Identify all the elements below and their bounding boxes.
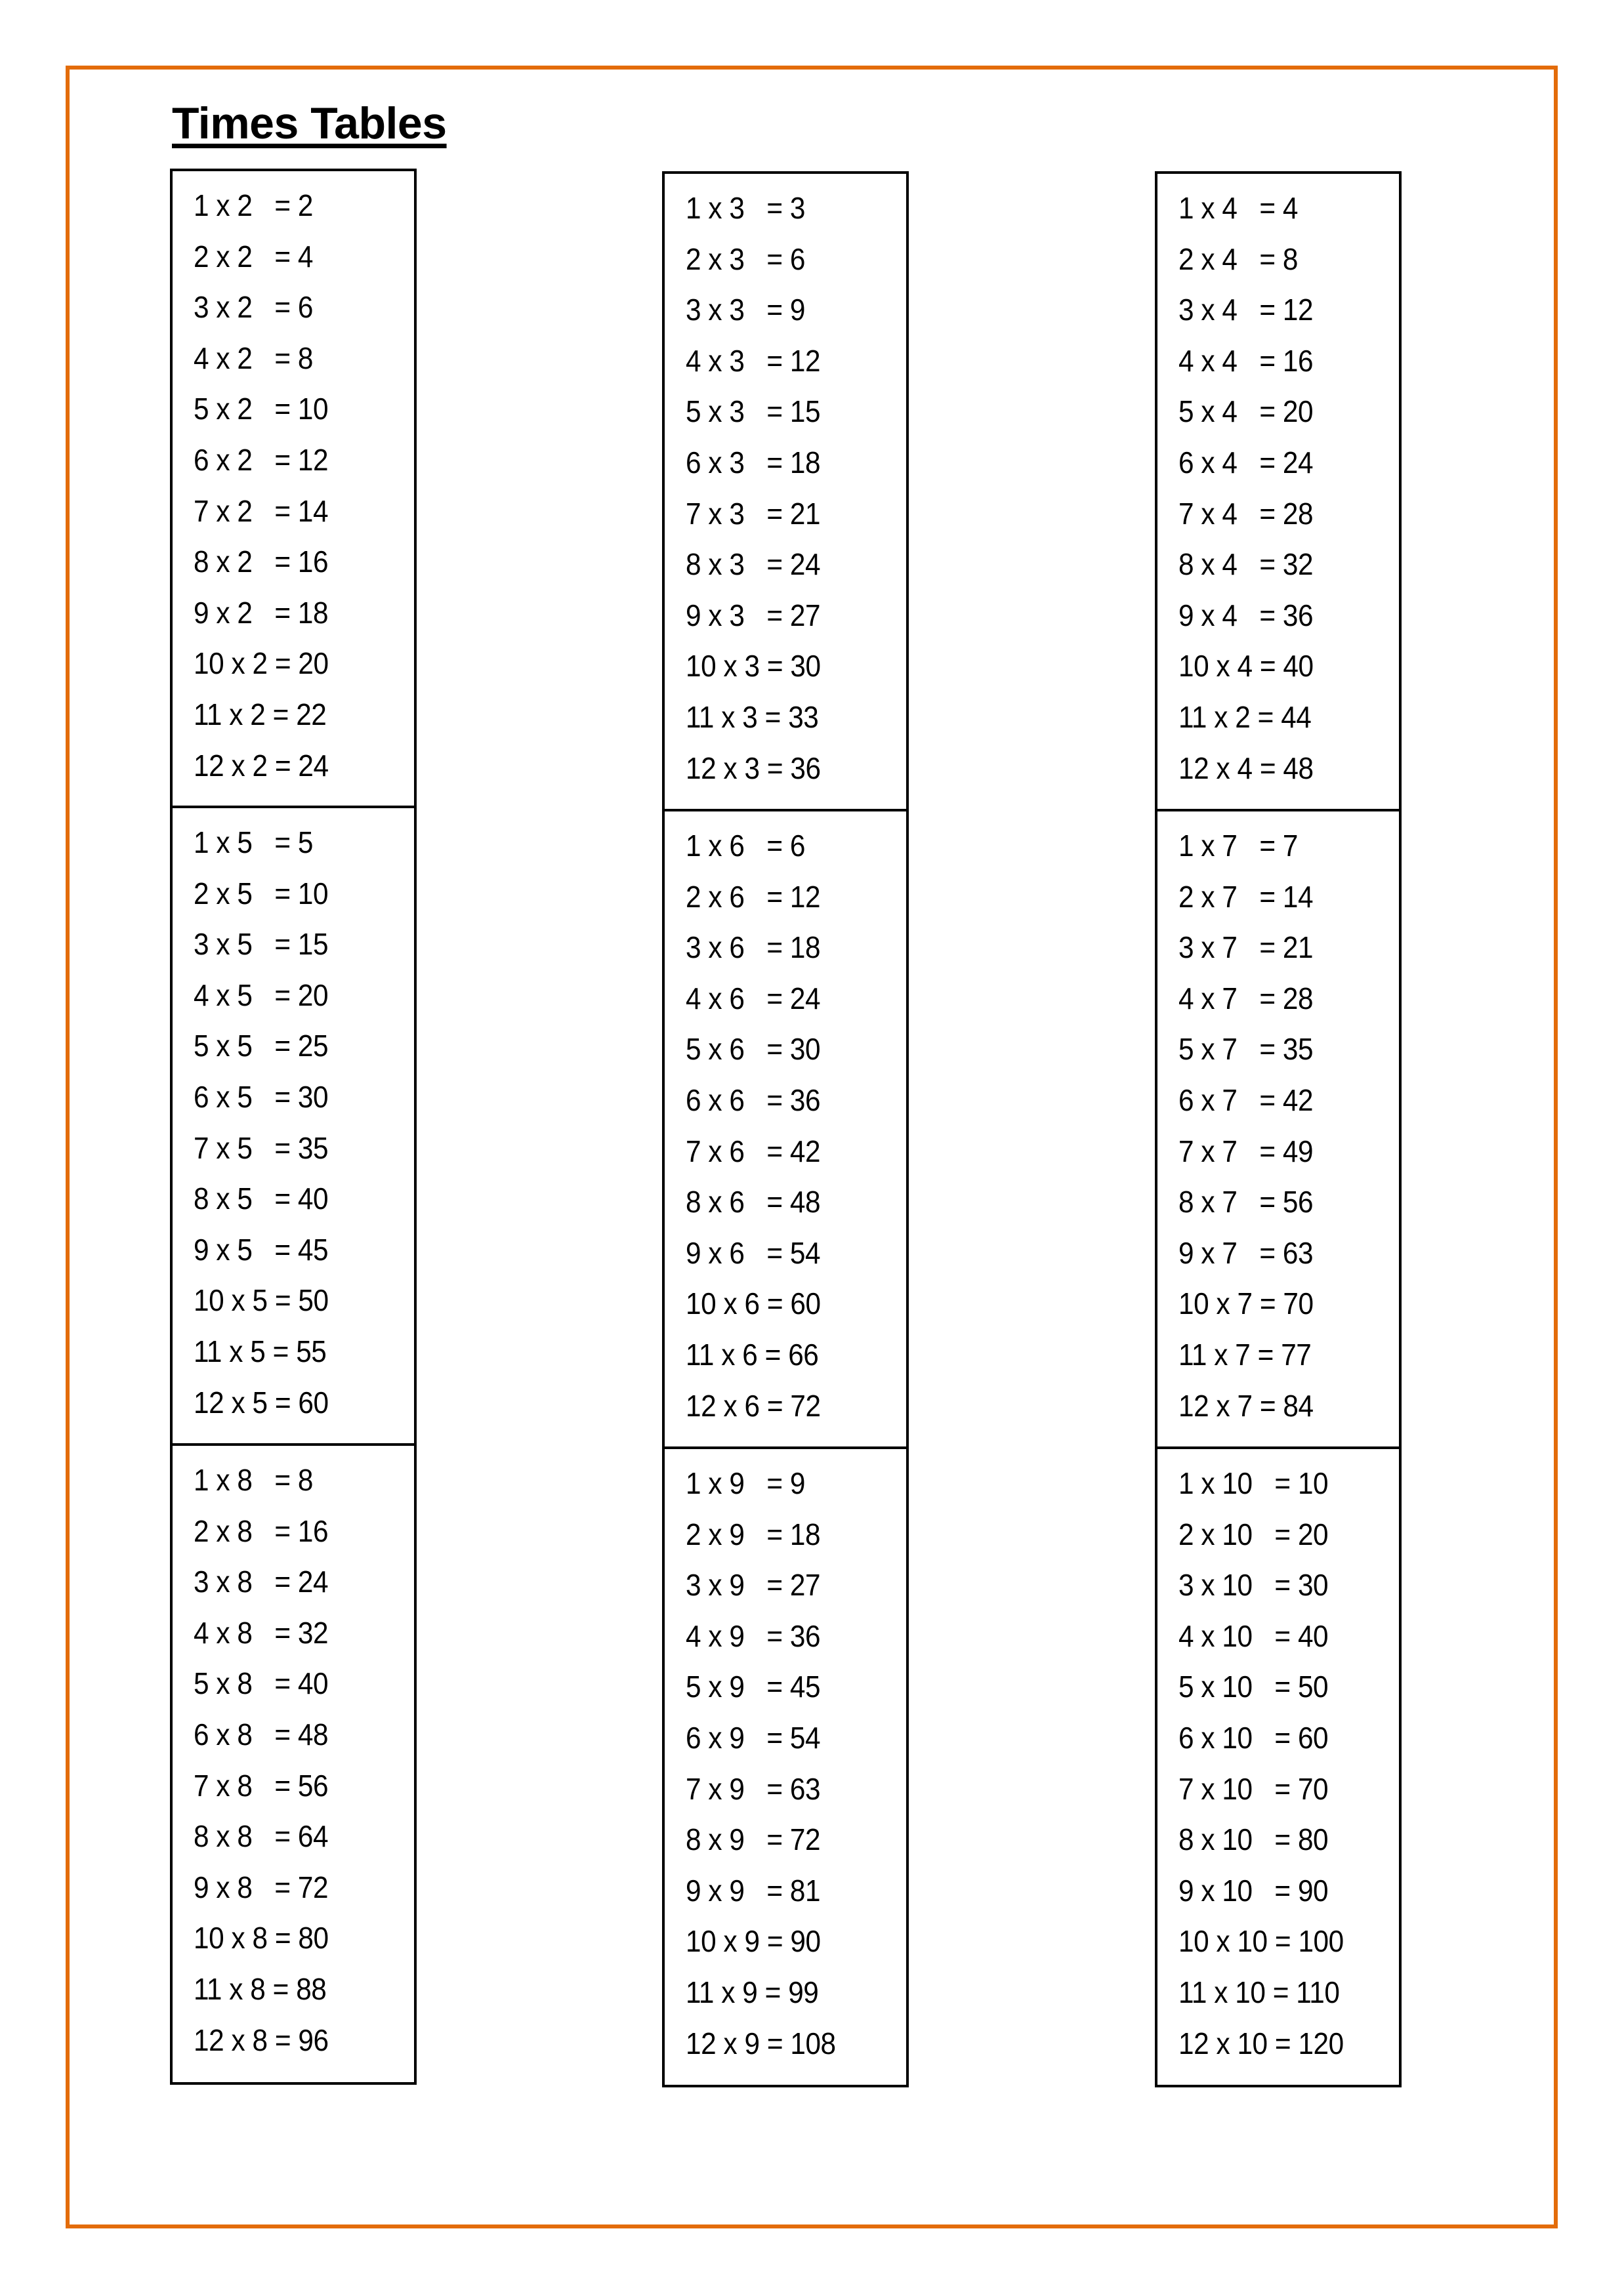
table-row: 4 x 8 = 32 [194, 1615, 329, 1650]
table-row: 6 x 2 = 12 [194, 442, 329, 477]
table-row: 10 x 2 = 20 [194, 646, 329, 681]
table-row: 8 x 5 = 40 [194, 1181, 329, 1216]
table-row: 11 x 5 = 55 [194, 1334, 327, 1368]
table-row: 11 x 2 = 22 [194, 697, 327, 731]
table-row: 1 x 9 = 9 [686, 1466, 805, 1500]
table-rows [1178, 821, 1325, 1431]
table-row: 6 x 10 = 60 [1178, 1720, 1329, 1755]
table-row: 7 x 5 = 35 [194, 1130, 329, 1165]
table-row: 12 x 5 = 60 [194, 1385, 329, 1420]
table-row: 4 x 7 = 28 [1178, 981, 1314, 1015]
table-row: 4 x 2 = 8 [194, 340, 313, 375]
table-row: 6 x 8 = 48 [194, 1717, 329, 1752]
table-row: 8 x 9 = 72 [686, 1822, 821, 1857]
table-row: 11 x 7 = 77 [1178, 1337, 1312, 1372]
table-rows [194, 817, 340, 1428]
table-row: 12 x 10 = 120 [1178, 2026, 1344, 2060]
table-row: 10 x 6 = 60 [686, 1286, 821, 1321]
table-row: 1 x 10 = 10 [1178, 1466, 1329, 1500]
times-table-9 [662, 1446, 909, 2087]
table-row: 8 x 4 = 32 [1178, 547, 1314, 582]
table-row: 7 x 9 = 63 [686, 1771, 821, 1806]
table-row: 8 x 8 = 64 [194, 1819, 329, 1854]
table-row: 10 x 10 = 100 [1178, 1924, 1344, 1959]
table-row: 3 x 9 = 27 [686, 1568, 821, 1603]
table-row: 12 x 8 = 96 [194, 2022, 329, 2057]
table-rows [686, 183, 832, 794]
table-row: 1 x 3 = 3 [686, 191, 805, 225]
table-row: 7 x 2 = 14 [194, 493, 329, 528]
table-row: 10 x 7 = 70 [1178, 1286, 1314, 1321]
table-row: 6 x 6 = 36 [686, 1082, 821, 1117]
table-rows [194, 180, 340, 791]
times-table-10 [1155, 1446, 1402, 2087]
table-row: 5 x 10 = 50 [1178, 1670, 1329, 1704]
times-table-7 [1155, 809, 1402, 1449]
table-row: 7 x 3 = 21 [686, 496, 821, 531]
times-table-4 [1155, 171, 1402, 811]
table-row: 12 x 9 = 108 [686, 2026, 836, 2060]
table-row: 12 x 4 = 48 [1178, 750, 1314, 785]
table-row: 10 x 8 = 80 [194, 1921, 329, 1956]
table-row: 10 x 4 = 40 [1178, 649, 1314, 684]
table-row: 12 x 2 = 24 [194, 748, 329, 783]
table-row: 8 x 7 = 56 [1178, 1185, 1314, 1220]
table-row: 4 x 6 = 24 [686, 981, 821, 1015]
table-row: 1 x 5 = 5 [194, 825, 313, 859]
table-row: 5 x 3 = 15 [686, 394, 821, 429]
table-row: 1 x 6 = 6 [686, 829, 805, 863]
table-row: 3 x 2 = 6 [194, 290, 313, 325]
table-row: 11 x 2 = 44 [1178, 699, 1312, 734]
table-row: 9 x 7 = 63 [1178, 1235, 1314, 1270]
table-row: 10 x 9 = 90 [686, 1924, 821, 1959]
table-row: 7 x 4 = 28 [1178, 496, 1314, 531]
table-row: 9 x 8 = 72 [194, 1870, 329, 1904]
table-row: 11 x 9 = 99 [686, 1975, 819, 2009]
table-row: 5 x 8 = 40 [194, 1666, 329, 1701]
table-row: 3 x 3 = 9 [686, 293, 805, 327]
table-row: 11 x 8 = 88 [194, 1971, 327, 2006]
table-row: 11 x 10 = 110 [1178, 1975, 1340, 2009]
times-table-6 [662, 809, 909, 1449]
table-row: 4 x 9 = 36 [686, 1618, 821, 1653]
table-rows [1178, 183, 1325, 794]
table-row: 7 x 7 = 49 [1178, 1134, 1314, 1168]
table-row: 5 x 5 = 25 [194, 1029, 329, 1063]
table-row: 11 x 6 = 66 [686, 1337, 819, 1372]
table-row: 2 x 3 = 6 [686, 241, 805, 276]
table-row: 9 x 2 = 18 [194, 595, 329, 630]
page-title: Times Tables [172, 98, 447, 148]
table-rows [1178, 1458, 1358, 2069]
table-rows [686, 821, 832, 1431]
table-row: 2 x 4 = 8 [1178, 241, 1298, 276]
table-row: 6 x 3 = 18 [686, 445, 821, 480]
table-row: 7 x 6 = 42 [686, 1134, 821, 1168]
table-row: 12 x 7 = 84 [1178, 1388, 1314, 1423]
table-rows [194, 1455, 340, 2066]
table-row: 2 x 9 = 18 [686, 1517, 821, 1551]
table-row: 1 x 8 = 8 [194, 1463, 313, 1497]
table-row: 5 x 6 = 30 [686, 1032, 821, 1067]
times-table-3 [662, 171, 909, 811]
table-row: 5 x 2 = 10 [194, 392, 329, 426]
table-row: 9 x 10 = 90 [1178, 1873, 1329, 1908]
table-row: 8 x 3 = 24 [686, 547, 821, 582]
table-row: 3 x 5 = 15 [194, 927, 329, 962]
table-row: 8 x 10 = 80 [1178, 1822, 1329, 1857]
table-row: 9 x 9 = 81 [686, 1873, 821, 1908]
table-row: 10 x 5 = 50 [194, 1283, 329, 1318]
table-row: 6 x 9 = 54 [686, 1720, 821, 1755]
table-row: 6 x 4 = 24 [1178, 445, 1314, 480]
table-row: 4 x 4 = 16 [1178, 343, 1314, 378]
table-row: 2 x 6 = 12 [686, 879, 821, 914]
table-row: 3 x 7 = 21 [1178, 930, 1314, 965]
table-row: 4 x 5 = 20 [194, 977, 329, 1012]
table-row: 9 x 3 = 27 [686, 598, 821, 632]
times-table-2 [170, 169, 417, 808]
table-row: 1 x 4 = 4 [1178, 191, 1298, 225]
table-row: 2 x 7 = 14 [1178, 879, 1314, 914]
table-rows [686, 1458, 848, 2069]
table-row: 9 x 5 = 45 [194, 1232, 329, 1267]
table-row: 12 x 6 = 72 [686, 1388, 821, 1423]
table-row: 1 x 2 = 2 [194, 188, 313, 222]
table-row: 4 x 3 = 12 [686, 343, 821, 378]
table-row: 9 x 6 = 54 [686, 1235, 821, 1270]
table-row: 2 x 10 = 20 [1178, 1517, 1329, 1551]
table-row: 8 x 6 = 48 [686, 1185, 821, 1220]
table-row: 12 x 3 = 36 [686, 750, 821, 785]
times-table-8 [170, 1443, 417, 2085]
table-row: 2 x 2 = 4 [194, 239, 313, 274]
table-row: 2 x 5 = 10 [194, 876, 329, 911]
table-row: 3 x 6 = 18 [686, 930, 821, 965]
table-row: 1 x 7 = 7 [1178, 829, 1298, 863]
table-row: 3 x 8 = 24 [194, 1565, 329, 1599]
table-row: 11 x 3 = 33 [686, 699, 819, 734]
table-row: 7 x 8 = 56 [194, 1768, 329, 1803]
table-row: 6 x 7 = 42 [1178, 1082, 1314, 1117]
times-table-5 [170, 806, 417, 1446]
table-row: 5 x 7 = 35 [1178, 1032, 1314, 1067]
table-row: 4 x 10 = 40 [1178, 1618, 1329, 1653]
table-row: 9 x 4 = 36 [1178, 598, 1314, 632]
table-row: 5 x 9 = 45 [686, 1670, 821, 1704]
table-row: 5 x 4 = 20 [1178, 394, 1314, 429]
table-row: 3 x 10 = 30 [1178, 1568, 1329, 1603]
table-row: 6 x 5 = 30 [194, 1079, 329, 1114]
table-row: 3 x 4 = 12 [1178, 293, 1314, 327]
table-row: 7 x 10 = 70 [1178, 1771, 1329, 1806]
table-row: 2 x 8 = 16 [194, 1513, 329, 1548]
table-row: 8 x 2 = 16 [194, 544, 329, 579]
table-row: 10 x 3 = 30 [686, 649, 821, 684]
